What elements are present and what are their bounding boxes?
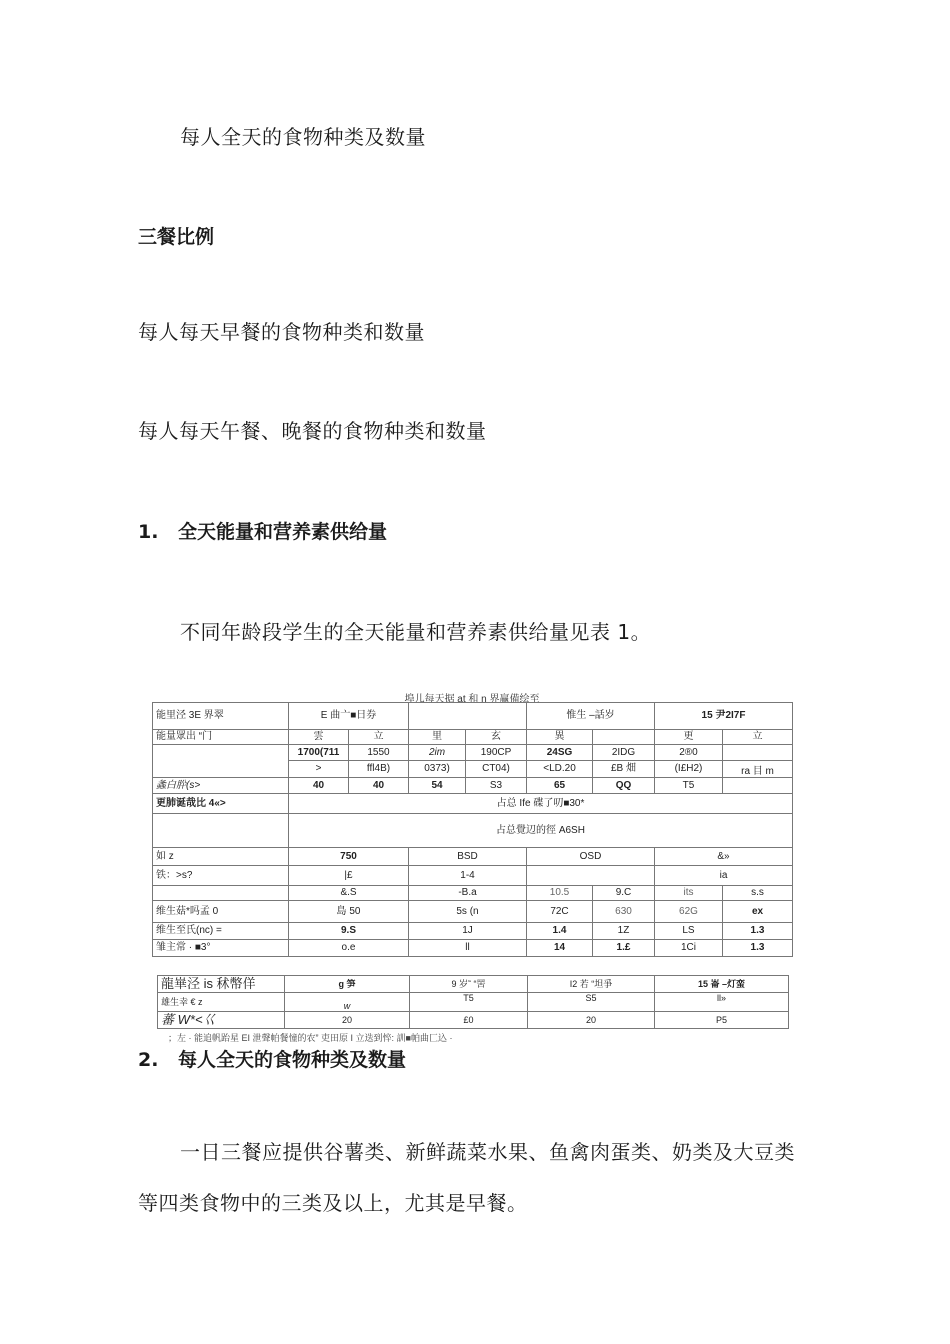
table-cell: OSD bbox=[527, 848, 655, 866]
section-number: 1. bbox=[138, 521, 159, 543]
table-cell: 螽白肸(s> bbox=[153, 778, 289, 794]
paragraph-table-reference: 不同年龄段学生的全天能量和营养素供给量见表 1。 bbox=[180, 620, 652, 644]
table-row bbox=[153, 730, 793, 745]
paragraph-line-1: 每人全天的食物种类及数量 bbox=[180, 125, 426, 149]
table-cell: 630 bbox=[593, 901, 655, 923]
table-cell: 14 bbox=[527, 940, 593, 957]
table-cell: 立 bbox=[349, 730, 409, 745]
table-cell: its bbox=[655, 886, 723, 901]
table-cell: ra 目 m bbox=[723, 761, 793, 778]
table-cell: 0373) bbox=[409, 761, 466, 778]
table-cell: 20 bbox=[528, 1012, 655, 1029]
table-cell: 9 岁˜ “罟 bbox=[410, 976, 528, 993]
table-cell: 1.3 bbox=[723, 940, 793, 957]
table-cell: &.S bbox=[289, 886, 409, 901]
table-cell: 15 尹2I7F bbox=[655, 703, 793, 730]
table-cell: ll» bbox=[655, 993, 789, 1012]
table-cell: g 笋 bbox=[285, 976, 410, 993]
table-cell: 维生菇*吗孟 0 bbox=[153, 901, 289, 923]
table-cell: ia bbox=[655, 866, 793, 886]
table-cell: ffl4B) bbox=[349, 761, 409, 778]
table-cell: 2IDG bbox=[593, 745, 655, 761]
table-cell: 9.C bbox=[593, 886, 655, 901]
table-cell: -B.a bbox=[409, 886, 527, 901]
table-cell bbox=[527, 866, 655, 886]
table-cell bbox=[153, 745, 289, 778]
table-cell: 1.4 bbox=[527, 923, 593, 940]
table-cell: > bbox=[289, 761, 349, 778]
table-row bbox=[153, 886, 793, 901]
table-cell: &» bbox=[655, 848, 793, 866]
table-footnote: ；左 · 能追帆跆星 EI 泄聲帕餐憧的农” 吏田原 I 立迭到悴: 訓■帕曲匚込 · bbox=[168, 1033, 453, 1043]
table-cell: 雏主常 · ■3° bbox=[153, 940, 289, 957]
table-cell: CT04) bbox=[466, 761, 527, 778]
table-row bbox=[153, 940, 793, 957]
table-row bbox=[153, 745, 793, 761]
table-cell: 雲 bbox=[289, 730, 349, 745]
table-cell: 更肺诞哉比 4«> bbox=[153, 794, 289, 814]
table-cell: LS bbox=[655, 923, 723, 940]
table-cell: 20 bbox=[285, 1012, 410, 1029]
table-cell: 65 bbox=[527, 778, 593, 794]
heading-meal-ratio: 三餐比例 bbox=[138, 226, 215, 248]
table-row bbox=[153, 703, 793, 730]
table-cell: 立 bbox=[723, 730, 793, 745]
table-cell: 島 50 bbox=[289, 901, 409, 923]
table-cell: 40 bbox=[289, 778, 349, 794]
table-cell: s.s bbox=[723, 886, 793, 901]
table-cell: S5 bbox=[528, 993, 655, 1012]
table-cell: 能量眾出 “门 bbox=[153, 730, 289, 745]
nutrition-table-2 bbox=[157, 975, 789, 1029]
section-heading-1 bbox=[138, 517, 387, 544]
table-cell: 24SG bbox=[527, 745, 593, 761]
table-cell: 1.3 bbox=[723, 923, 793, 940]
table-cell: 190CP bbox=[466, 745, 527, 761]
table-cell: £B 畑 bbox=[593, 761, 655, 778]
table-cell: ex bbox=[723, 901, 793, 923]
nutrition-table-1 bbox=[152, 702, 793, 957]
table-cell: 玄 bbox=[466, 730, 527, 745]
table-row bbox=[158, 1012, 789, 1029]
table-cell: <LD.20 bbox=[527, 761, 593, 778]
table-cell: 54 bbox=[409, 778, 466, 794]
table-cell: I2 若 “坦爭 bbox=[528, 976, 655, 993]
table-cell bbox=[409, 703, 527, 730]
table-cell: 5s (n bbox=[409, 901, 527, 923]
table-cell: 72C bbox=[527, 901, 593, 923]
table-cell: 占总覺辺的徑 A6SH bbox=[289, 814, 793, 848]
table-cell: QQ bbox=[593, 778, 655, 794]
table-row bbox=[153, 794, 793, 814]
table-row bbox=[153, 866, 793, 886]
table-row bbox=[153, 901, 793, 923]
table-cell: 维生至氏(nc) = bbox=[153, 923, 289, 940]
table-row bbox=[153, 814, 793, 848]
table-cell: 蕃 W*<巜 bbox=[158, 1012, 285, 1029]
table-cell bbox=[723, 745, 793, 761]
table-cell bbox=[723, 778, 793, 794]
paragraph-food-types-line-2: 等四类食物中的三类及以上，尤其是早餐。 bbox=[138, 1191, 528, 1215]
table-cell: 惟生 –話岁 bbox=[527, 703, 655, 730]
paragraph-line-lunch-dinner: 每人每天午餐、晚餐的食物种类和数量 bbox=[138, 419, 487, 443]
paragraph-food-types-line-1: 一日三餐应提供谷薯类、新鲜蔬菜水果、鱼禽肉蛋类、奶类及大豆类 bbox=[180, 1140, 795, 1164]
table-row bbox=[153, 848, 793, 866]
table-cell: 750 bbox=[289, 848, 409, 866]
table-cell: E 曲亠■日券 bbox=[289, 703, 409, 730]
table-cell: 1-4 bbox=[409, 866, 527, 886]
table-cell: 占总 Ife 碟了叨■30* bbox=[289, 794, 793, 814]
table-cell bbox=[153, 886, 289, 901]
table-cell: 62G bbox=[655, 901, 723, 923]
table-cell: 1Z bbox=[593, 923, 655, 940]
paragraph-line-breakfast: 每人每天早餐的食物种类和数量 bbox=[138, 320, 425, 344]
table-cell: 能里泾 3E 界翠 bbox=[153, 703, 289, 730]
table-cell: 9.S bbox=[289, 923, 409, 940]
table-row bbox=[158, 976, 789, 993]
table-cell: P5 bbox=[655, 1012, 789, 1029]
section-number: 2. bbox=[138, 1049, 159, 1071]
section-title: 全天能量和营养素供给量 bbox=[178, 521, 388, 543]
table-cell: ll bbox=[409, 940, 527, 957]
table-cell bbox=[153, 814, 289, 848]
table-cell: 铁：>s? bbox=[153, 866, 289, 886]
table-row bbox=[153, 778, 793, 794]
table-cell: £0 bbox=[410, 1012, 528, 1029]
table-cell: (I£H2) bbox=[655, 761, 723, 778]
table-cell: 2im bbox=[409, 745, 466, 761]
table-cell: 異 bbox=[527, 730, 593, 745]
table-cell: 10.5 bbox=[527, 886, 593, 901]
table-cell: 15 崙 –灯蛮 bbox=[655, 976, 789, 993]
table-cell: 1.£ bbox=[593, 940, 655, 957]
table-cell: 1550 bbox=[349, 745, 409, 761]
table-cell: w bbox=[285, 993, 410, 1012]
table-cell: |£ bbox=[289, 866, 409, 886]
table-cell: 1J bbox=[409, 923, 527, 940]
table-cell: 40 bbox=[349, 778, 409, 794]
table-cell: 2®0 bbox=[655, 745, 723, 761]
table-cell: 1Ci bbox=[655, 940, 723, 957]
table-cell bbox=[593, 730, 655, 745]
table-cell: T5 bbox=[410, 993, 528, 1012]
table-1-caption: 埠儿每天据 at 和 n 界赢備绘至 bbox=[404, 694, 540, 705]
table-cell: BSD bbox=[409, 848, 527, 866]
table-row bbox=[153, 923, 793, 940]
section-heading-2 bbox=[138, 1045, 406, 1072]
table-cell: S3 bbox=[466, 778, 527, 794]
table-cell: 里 bbox=[409, 730, 466, 745]
table-row bbox=[158, 993, 789, 1012]
table-cell: 1700(711 bbox=[289, 745, 349, 761]
table-cell: 如 z bbox=[153, 848, 289, 866]
table-cell: o.e bbox=[289, 940, 409, 957]
section-title: 每人全天的食物种类及数量 bbox=[178, 1049, 407, 1071]
table-cell: 更 bbox=[655, 730, 723, 745]
table-cell: 雄生幸 € z bbox=[158, 993, 285, 1012]
table-cell: T5 bbox=[655, 778, 723, 794]
table-cell: 龍崋泾 is 秫幣佯 bbox=[158, 976, 285, 993]
